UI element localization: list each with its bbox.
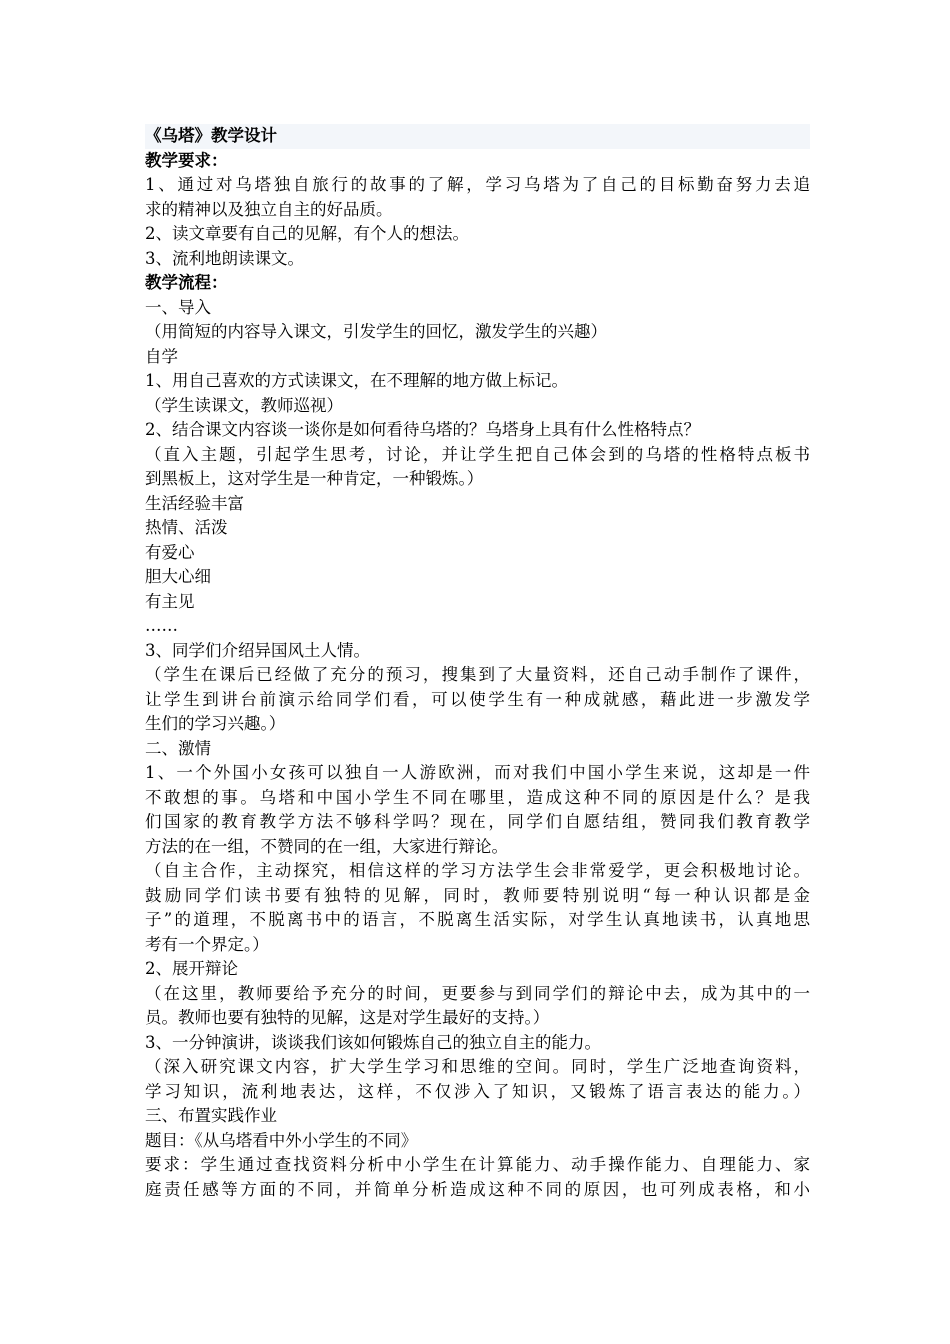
text-line: 一、导入 — [145, 297, 211, 317]
text-line: 2、展开辩论 — [145, 959, 238, 978]
text-line: 求的精神以及独立自主的好品质。 — [145, 199, 393, 219]
text-line: （直入主题，引起学生思考，讨论，并让学生把自己体会到的乌塔的性格特点板书 — [145, 444, 810, 464]
text-line: 员。教师也要有独特的见解，这是对学生最好的支持。） — [145, 1008, 550, 1027]
text-line: 胆大心细 — [145, 567, 211, 586]
document-title: 《乌塔》教学设计 — [145, 124, 810, 149]
text-line: 有主见 — [145, 591, 195, 611]
text-line: 2、读文章要有自己的见解，有个人的想法。 — [145, 224, 469, 243]
document-page — [145, 124, 810, 1202]
text-line: （深入研究课文内容，扩大学生学习和思维的空间。同时，学生广泛地查询资料， — [145, 1057, 810, 1076]
text-line: 1、通过对乌塔独自旅行的故事的了解，学习乌塔为了自己的目标勤奋努力去追 — [145, 175, 810, 194]
text-line: 子”的道理，不脱离书中的语言，不脱离生活实际，对学生认真地读书，认真地思 — [145, 910, 810, 929]
text-line: （用简短的内容导入课文，引发学生的回忆，激发学生的兴趣） — [145, 322, 607, 341]
text-line: 方法的在一组，不赞同的在一组，大家进行辩论。 — [145, 836, 508, 856]
text-line: 学习知识，流利地表达，这样，不仅涉入了知识，又锻炼了语言表达的能力。） — [145, 1081, 810, 1101]
text-line: 生们的学习兴趣。） — [145, 714, 286, 733]
text-line: 1、用自己喜欢的方式读课文，在不理解的地方做上标记。 — [145, 371, 568, 390]
text-line: （自主合作，主动探究，相信这样的学习方法学生会非常爱学，更会积极地讨论。 — [145, 861, 810, 880]
text-line: 们国家的教育教学方法不够科学吗？现在，同学们自愿结组，赞同我们教育教学 — [145, 812, 810, 831]
text-line: 3、一分钟演讲，谈谈我们该如何锻炼自己的独立自主的能力。 — [145, 1032, 601, 1052]
text-line: 生活经验丰富 — [145, 493, 244, 513]
text-line: 题目：《从乌塔看中外小学生的不同》 — [145, 1130, 418, 1150]
text-line: 自学 — [145, 346, 178, 366]
text-line: 庭责任感等方面的不同，并简单分析造成这种不同的原因，也可列成表格，和小 — [145, 1179, 810, 1199]
text-line: 有爱心 — [145, 542, 195, 562]
text-line: 要求：学生通过查找资料分析中小学生在计算能力、动手操作能力、自理能力、家 — [145, 1155, 810, 1174]
text-line: 热情、活泼 — [145, 518, 228, 537]
text-line: 考有一个界定。） — [145, 934, 269, 954]
text-line: 2、结合课文内容谈一谈你是如何看待乌塔的？乌塔身上具有什么性格特点？ — [145, 420, 700, 439]
section-heading: 教学要求： — [145, 150, 228, 170]
text-line: 三、布置实践作业 — [145, 1106, 277, 1125]
section-heading: 教学流程： — [145, 273, 228, 292]
text-line: …… — [145, 616, 178, 635]
text-line: （学生读课文，教师巡视） — [145, 395, 343, 415]
text-line: （在这里，教师要给予充分的时间，更要参与到同学们的辩论中去，成为其中的一 — [145, 983, 810, 1003]
text-line: 让学生到讲台前演示给同学们看，可以使学生有一种成就感，藉此进一步激发学 — [145, 689, 810, 709]
text-line: 到黑板上，这对学生是一种肯定，一种锻炼。） — [145, 469, 484, 488]
text-line: 鼓励同学们读书要有独特的见解，同时，教师要特别说明“每一种认识都是金 — [145, 885, 810, 905]
text-line: 二、激情 — [145, 738, 211, 758]
text-line: 3、同学们介绍异国风土人情。 — [145, 640, 370, 660]
text-line: 3、流利地朗读课文。 — [145, 248, 304, 268]
text-line: 不敢想的事。乌塔和中国小学生不同在哪里，造成这种不同的原因是什么？是我 — [145, 787, 810, 807]
document-body — [145, 149, 810, 1203]
text-line: （学生在课后已经做了充分的预习，搜集到了大量资料，还自己动手制作了课件， — [145, 665, 810, 684]
text-line: 1、一个外国小女孩可以独自一人游欧洲，而对我们中国小学生来说，这却是一件 — [145, 763, 810, 782]
